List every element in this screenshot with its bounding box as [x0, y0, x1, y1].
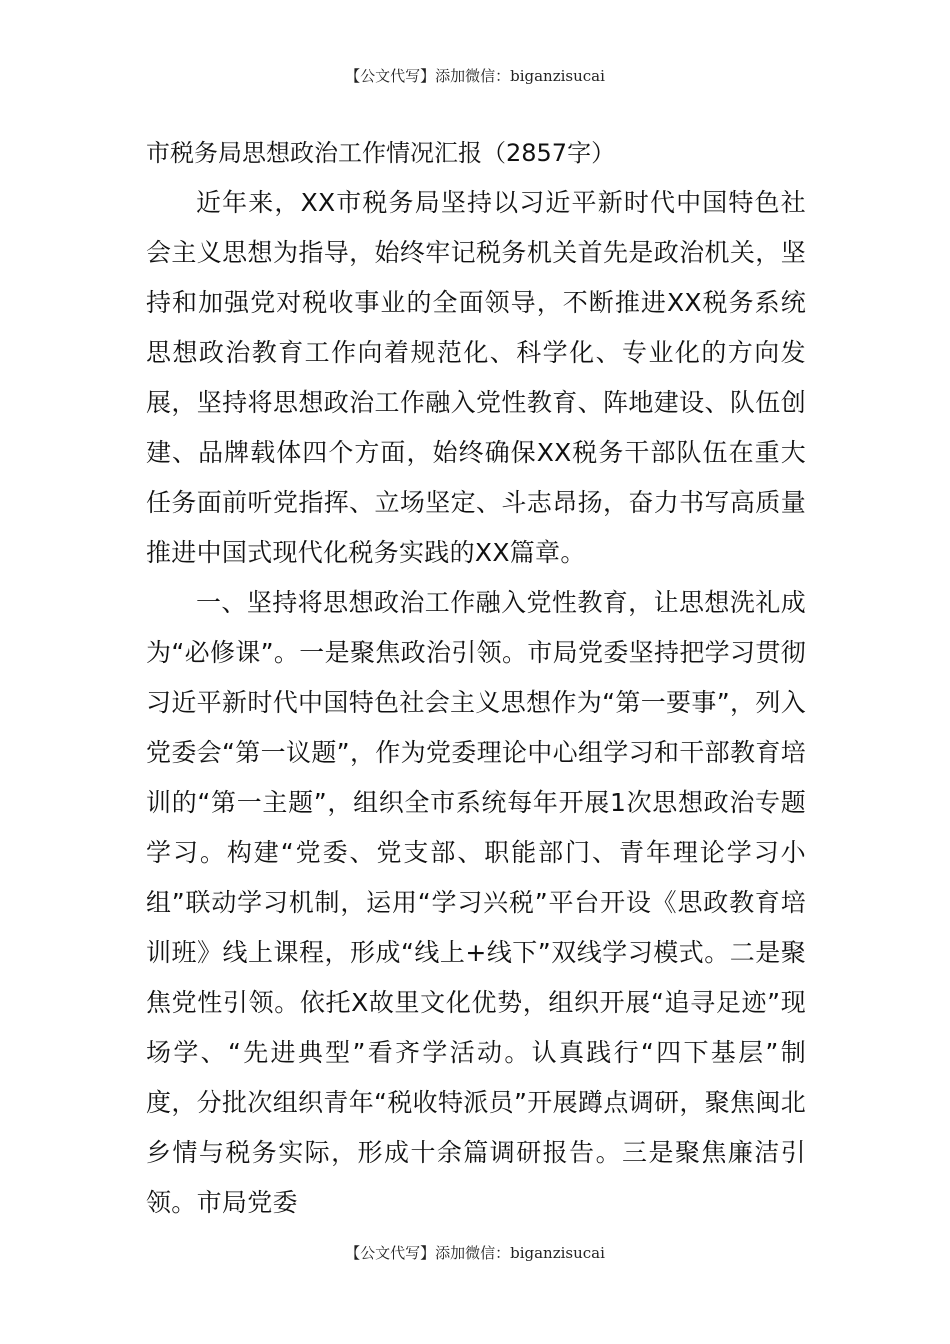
page-header-watermark: 【公文代写】添加微信：biganzisucai	[345, 67, 605, 85]
paragraph-section-one: 一、坚持将思想政治工作融入党性教育，让思想洗礼成为“必修课”。一是聚焦政治引领。市局党委坚持把学习贯彻习近平新时代中国特色社会主义思想作为“第一要事”，列入党委会“第一议题”，作为党委理论中心组学习和干部教育培训的“第一主题”，组织全市系统每年开展1次思想政治专题学习。构建“党委、党支部、职能部门、青年理论学习小组”联动学习机制，运用“学习兴税”平台开设《思政教育培训班》线上课程，形成“线上+线下”双线学习模式。二是聚焦党性引领。依托X故里文化优势，组织开展“追寻足迹”现场学、“先进典型”看齐学活动。认真践行“四下基层”制度，分批次组织青年“税收特派员”开展蹲点调研，聚焦闽北乡情与税务实际，形成十余篇调研报告。三是聚焦廉洁引领。市局党委	[146, 588, 806, 1217]
document-title: 市税务局思想政治工作情况汇报（2857字）	[146, 139, 616, 167]
paragraph-intro: 近年来，XX市税务局坚持以习近平新时代中国特色社会主义思想为指导，始终牢记税务机关首先是政治机关，坚持和加强党对税收事业的全面领导，不断推进XX税务系统思想政治教育工作向着规范化、科学化、专业化的方向发展，坚持将思想政治工作融入党性教育、阵地建设、队伍创建、品牌载体四个方面，始终确保XX税务干部队伍在重大任务面前听党指挥、立场坚定、斗志昂扬，奋力书写高质量推进中国式现代化税务实践的XX篇章。	[146, 188, 806, 567]
document-body	[146, 128, 806, 1228]
page-footer-watermark: 【公文代写】添加微信：biganzisucai	[345, 1244, 605, 1262]
